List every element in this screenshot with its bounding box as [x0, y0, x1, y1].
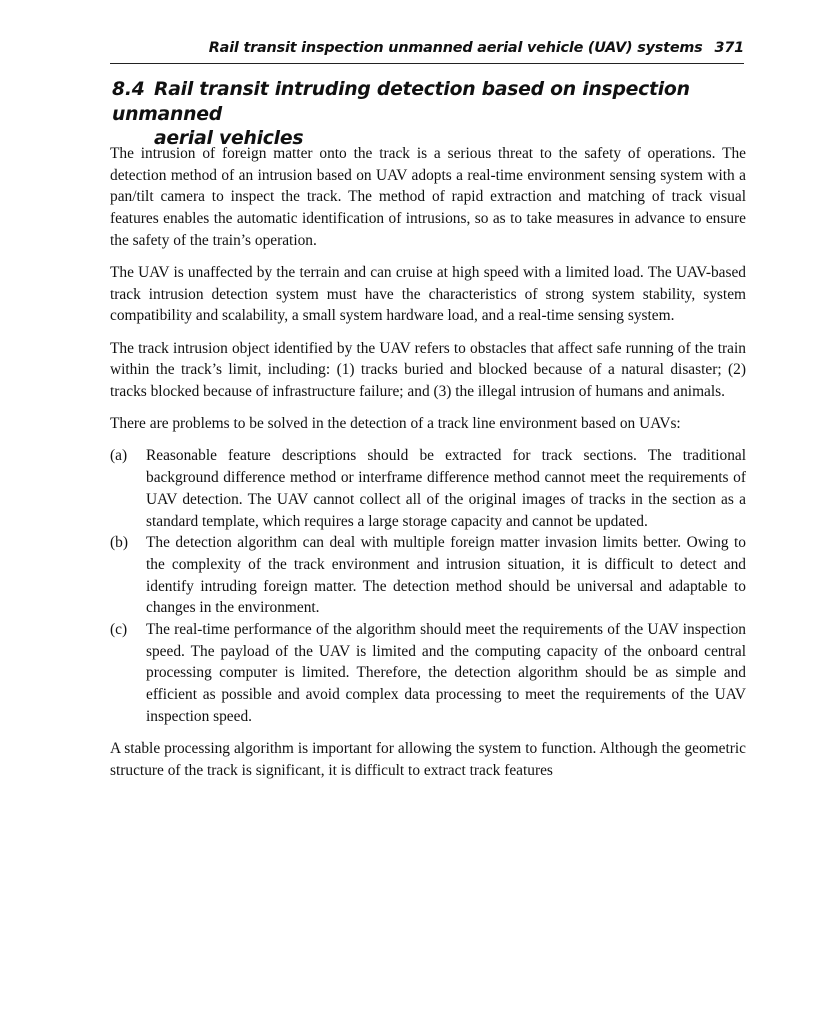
paragraph-intro: The intrusion of foreign matter onto the track is a serious threat to the safety of operations. The detection method of an intrusion based on UAV adopts a real-time environment sensing system with a pan/tilt camera to inspect the track. The method of rapid extraction and matching of track visual features enables the automatic identification of intrusions, so as to take measures in advance to ensure the safety of the train’s operation.	[110, 145, 746, 249]
list-item-marker: (b)	[110, 534, 128, 552]
header-rule	[110, 63, 744, 64]
paragraph-uav-characteristics: The UAV is unaffected by the terrain and can cruise at high speed with a limited load. The UAV-based track intrusion detection system must have the characteristics of strong system stability, system compatibility and scalability, a small system hardware load, and a real-time sensing system.	[110, 264, 746, 325]
body-text	[110, 143, 746, 792]
list-item	[110, 619, 746, 728]
list-item-text: The detection algorithm can deal with multiple foreign matter invasion limits better. Owing to the complexity of the track environment and intrusion situation, it is difficult to detect and identify intruding foreign matter. The detection method should be universal and adaptable to changes in the environment.	[146, 534, 746, 617]
running-head-title: Rail transit inspection unmanned aerial vehicle (UAV) systems	[208, 40, 703, 56]
section-heading	[112, 78, 744, 152]
list-item-marker: (c)	[110, 621, 128, 639]
list-item-text: Reasonable feature descriptions should be extracted for track sections. The traditional background difference method or interframe difference method cannot meet the requirements of UAV detection. The UAV cannot collect all of the original images of tracks in the section as a standard template, which requires a large storage capacity and cannot be updated.	[146, 447, 746, 530]
list-item	[110, 445, 746, 532]
list-item-text: The real-time performance of the algorithm should meet the requirements of the UAV inspection speed. The payload of the UAV is limited and the computing capacity of the onboard central processing computer is limited. Therefore, the detection algorithm should be as simple and efficient as possible and avoid complex data processing to meet the requirements of the UAV inspection speed.	[146, 621, 746, 725]
section-title-line-1: Rail transit intruding detection based on inspection unmanned	[112, 79, 690, 125]
section-number: 8.4	[112, 79, 145, 100]
list-item	[110, 532, 746, 619]
running-head	[110, 40, 744, 56]
paragraph-closing: A stable processing algorithm is important for allowing the system to function. Although the geometric structure of the track is significant, it is difficult to extract track features	[110, 740, 746, 779]
section-title-line-2: aerial vehicles	[154, 128, 304, 149]
paragraph-problems-intro: There are problems to be solved in the detection of a track line environment based on UAVs:	[110, 415, 681, 433]
page-number: 371	[714, 40, 744, 56]
list-item-marker: (a)	[110, 447, 128, 465]
paragraph-intrusion-objects: The track intrusion object identified by the UAV refers to obstacles that affect safe running of the train within the track’s limit, including: (1) tracks buried and blocked because of a natural disaster; (2) tracks blocked because of infrastructure failure; and (3) the illegal intrusion of humans and animals.	[110, 339, 746, 401]
problem-list	[110, 445, 746, 727]
